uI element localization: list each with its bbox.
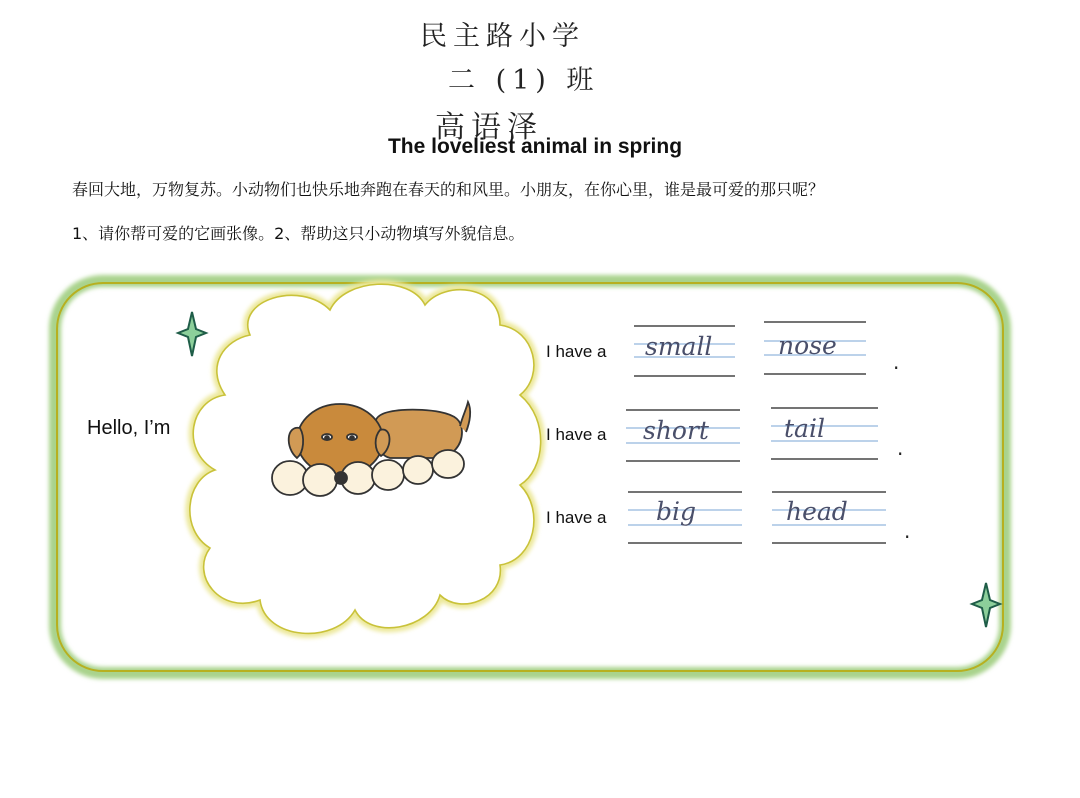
row-prefix: I have a [546,508,607,527]
adjective-answer: big [656,497,697,526]
worksheet-title: The loveliest animal in spring [387,135,683,158]
row-prefix: I have a [546,342,607,361]
greeting-text: Hello, I’m [87,417,171,439]
class-name: 二 (1) 班 [448,65,600,96]
intro-text: 春回大地，万物复苏。小动物们也快乐地奔跑在春天的和风里。小朋友，在你心里，谁是最可爱的那只呢？ [72,180,825,199]
student-name: 高语泽 [435,110,543,145]
sparkle-star-icon [972,583,1000,627]
adjective-answer: short [643,416,709,445]
row-prefix: I have a [546,425,607,444]
sentence-period: . [893,350,900,374]
sentence-period: . [904,519,911,543]
adjective-answer: small [645,332,713,361]
noun-answer: nose [778,331,837,360]
noun-answer: head [786,497,848,526]
noun-answer: tail [784,414,825,443]
school-name: 民主路小学 [420,21,585,52]
sparkle-star-icon [178,312,206,356]
sentence-period: . [897,436,904,460]
task-text: 1、请你帮可爱的它画张像。2、帮助这只小动物填写外貌信息。 [72,224,525,243]
